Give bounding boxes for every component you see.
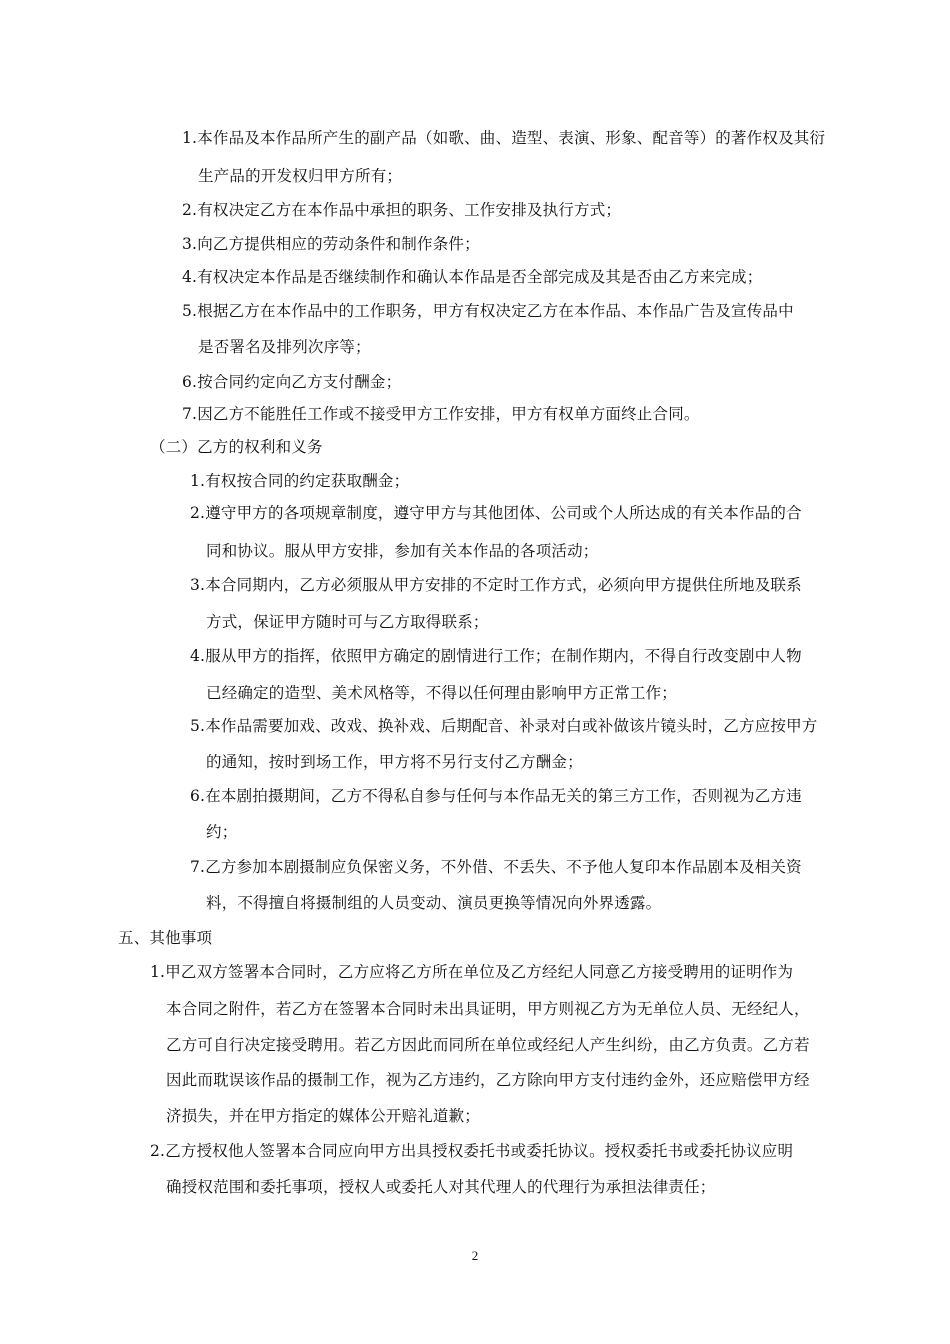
- section-heading-party-b: （二）乙方的权利和义务: [150, 438, 323, 456]
- clause-b5-line2: 的通知，按时到场工作，甲方将不另行支付乙方酬金；: [206, 753, 583, 771]
- clause-b4-line2: 已经确定的造型、美术风格等，不得以任何理由影响甲方正常工作；: [206, 684, 678, 702]
- clause-c1-line3: 乙方可自行决定接受聘用。若乙方因此而同所在单位或经纪人产生纠纷，由乙方负责。乙方若: [166, 1036, 810, 1054]
- clause-a5-line2: 是否署名及排列次序等；: [198, 338, 371, 356]
- clause-b1: 1.有权按合同的约定获取酬金；: [190, 472, 410, 490]
- clause-c2-line1: 2.乙方授权他人签署本合同应向甲方出具授权委托书或委托协议。授权委托书或委托协议应明: [150, 1142, 794, 1160]
- clause-b6-line1: 6.在本剧拍摄期间，乙方不得私自参与任何与本作品无关的第三方工作，否则视为乙方违: [190, 787, 802, 805]
- clause-c1-line5: 济损失，并在甲方指定的媒体公开赔礼道歉；: [166, 1107, 481, 1125]
- page-number: 2: [471, 1248, 479, 1263]
- clause-a1-line2: 生产品的开发权归甲方所有；: [198, 167, 403, 185]
- clause-a5-line1: 5.根据乙方在本作品中的工作职务，甲方有权决定乙方在本作品、本作品广告及宣传品中: [182, 302, 794, 320]
- clause-b2-line2: 同和协议。服从甲方安排，参加有关本作品的各项活动；: [206, 542, 599, 560]
- clause-b4-line1: 4.服从甲方的指挥，依照甲方确定的剧情进行工作；在制作期内，不得自行改变剧中人物: [190, 647, 802, 665]
- clause-b3-line1: 3.本合同期内，乙方必须服从甲方安排的不定时工作方式，必须向甲方提供住所地及联系: [190, 576, 802, 594]
- clause-c1-line4: 因此而耽误该作品的摄制工作，视为乙方违约，乙方除向甲方支付违约金外，还应赔偿甲方经: [166, 1071, 810, 1089]
- clause-c2-line2: 确授权范围和委托事项，授权人或委托人对其代理人的代理行为承担法律责任；: [166, 1178, 716, 1196]
- clause-b5-line1: 5.本作品需要加戏、改戏、换补戏、后期配音、补录对白或补做该片镜头时，乙方应按甲方: [190, 717, 818, 735]
- clause-b2-line1: 2.遵守甲方的各项规章制度，遵守甲方与其他团体、公司或个人所达成的有关本作品的合: [190, 504, 802, 522]
- clause-c1-line2: 本合同之附件，若乙方在签署本合同时未出具证明，甲方则视乙方为无单位人员、无经纪人，: [166, 1000, 810, 1018]
- clause-b6-line2: 约；: [206, 823, 238, 841]
- clause-b7-line2: 料，不得擅自将摄制组的人员变动、演员更换等情况向外界透露。: [206, 894, 662, 912]
- clause-b3-line2: 方式，保证甲方随时可与乙方取得联系；: [206, 613, 489, 631]
- clause-c1-line1: 1.甲乙双方签署本合同时，乙方应将乙方所在单位及乙方经纪人同意乙方接受聘用的证明作为: [150, 963, 794, 981]
- clause-a2: 2.有权决定乙方在本作品中承担的职务、工作安排及执行方式；: [182, 201, 622, 219]
- clause-a6: 6.按合同约定向乙方支付酬金；: [182, 373, 402, 391]
- clause-a4: 4.有权决定本作品是否继续制作和确认本作品是否全部完成及其是否由乙方来完成；: [182, 268, 763, 286]
- clause-a3: 3.向乙方提供相应的劳动条件和制作条件；: [182, 235, 480, 253]
- clause-a1-line1: 1.本作品及本作品所产生的副产品（如歌、曲、造型、表演、形象、配音等）的著作权及其衍: [182, 129, 826, 147]
- clause-b7-line1: 7.乙方参加本剧摄制应负保密义务，不外借、不丢失、不予他人复印本作品剧本及相关资: [190, 858, 802, 876]
- clause-a7: 7.因乙方不能胜任工作或不接受甲方工作安排，甲方有权单方面终止合同。: [182, 405, 700, 423]
- section-heading-other-matters: 五、其他事项: [118, 929, 213, 947]
